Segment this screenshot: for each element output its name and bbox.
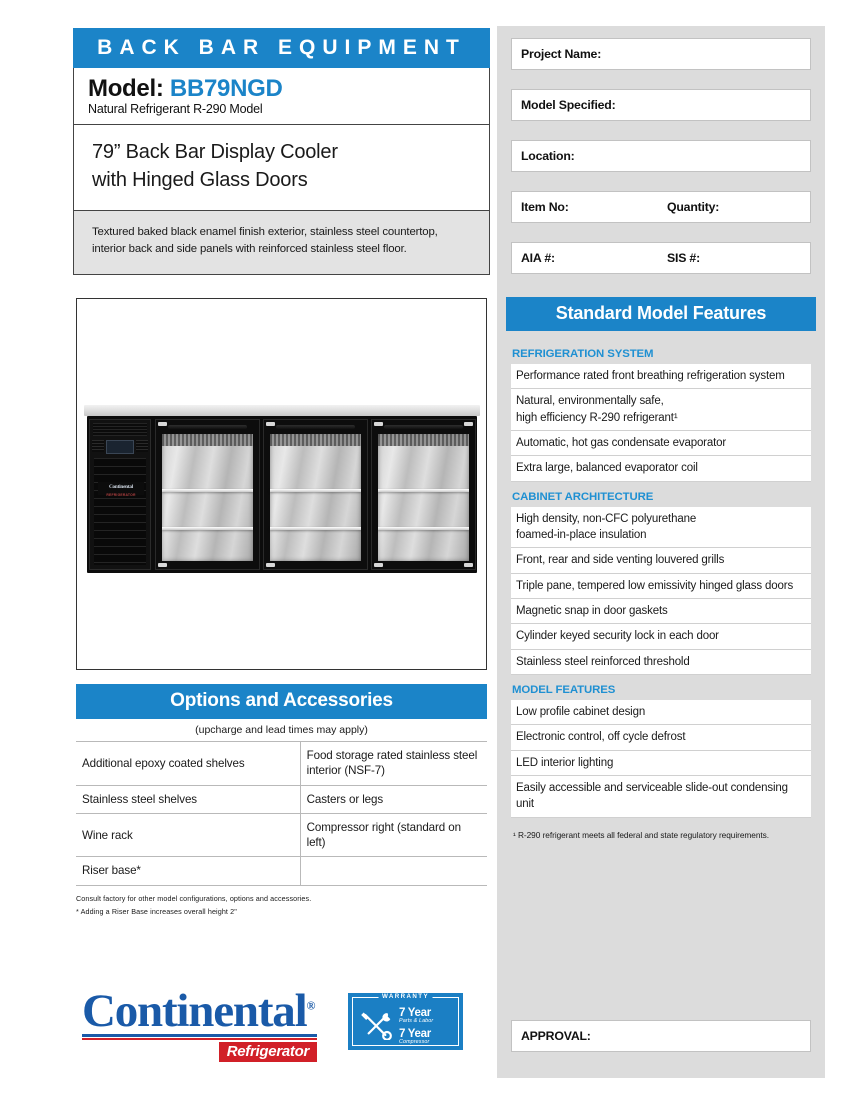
door-glass: [270, 434, 361, 561]
logo-wordmark-text: Continental: [82, 985, 307, 1037]
product-title-box: [73, 125, 490, 211]
top-vent-grill: [93, 423, 147, 436]
feature-item: Cylinder keyed security lock in each door: [511, 624, 811, 649]
shelf: [378, 527, 469, 530]
feature-item: Triple pane, tempered low emissivity hinged glass doors: [511, 574, 811, 599]
door-handle: [384, 425, 463, 429]
shelf: [378, 489, 469, 492]
glass-door-3: [371, 419, 476, 570]
logo-subbrand: Refrigerator: [219, 1042, 317, 1062]
feature-item: Easily accessible and serviceable slide-out condensing unit: [511, 776, 811, 818]
warranty-parts-caption: Parts & Labor: [399, 1018, 434, 1025]
shelf: [270, 527, 361, 530]
feature-item: Electronic control, off cycle defrost: [511, 725, 811, 750]
field-label: AIA #:: [521, 251, 555, 265]
glass-door-2: [263, 419, 368, 570]
options-footnotes: [76, 892, 487, 919]
left-column: [73, 28, 490, 275]
hinge-icon: [158, 563, 167, 567]
hinge-icon: [158, 422, 167, 426]
model-label: Model:: [88, 75, 164, 102]
cabinet-body: [87, 416, 477, 573]
option-cell: Wine rack: [76, 813, 300, 857]
product-title-line-2: with Hinged Glass Doors: [92, 168, 308, 191]
right-panel: [497, 26, 825, 1078]
hinge-icon: [374, 563, 383, 567]
option-cell: Stainless steel shelves: [76, 785, 300, 813]
option-cell: Food storage rated stainless steel interior (NSF-7): [300, 742, 487, 785]
feature-item: Automatic, hot gas condensate evaporator: [511, 431, 811, 456]
feature-item: High density, non-CFC polyurethane foamed-in-place insulation: [511, 507, 811, 549]
feature-item: Natural, environmentally safe, high efficiency R-290 refrigerant¹: [511, 389, 811, 431]
shelf: [162, 489, 253, 492]
page-banner-title: BACK BAR EQUIPMENT: [73, 28, 490, 68]
field-label: Project Name:: [521, 47, 602, 61]
product-photo: [84, 405, 480, 575]
standard-model-features-title: Standard Model Features: [506, 297, 816, 331]
option-cell: Additional epoxy coated shelves: [76, 742, 300, 785]
shelf: [162, 527, 253, 530]
brand-badge-text: Continental: [108, 484, 134, 490]
feature-item: Low profile cabinet design: [511, 700, 811, 725]
model-line: [88, 76, 475, 101]
warranty-compressor-years: 7 Year: [399, 1028, 431, 1040]
door-glass: [378, 434, 469, 561]
product-title-line-1: 79” Back Bar Display Cooler: [92, 141, 338, 164]
field-model-specified[interactable]: [511, 89, 811, 121]
options-footnote-1: Consult factory for other model configurations, options and accessories.: [76, 893, 312, 903]
right-vent-slots: [136, 440, 148, 452]
door-glass: [162, 434, 253, 561]
feature-item: Front, rear and side venting louvered grills: [511, 548, 811, 573]
glass-door-1: [155, 419, 260, 570]
continental-logo: [82, 985, 317, 1060]
options-note: (upcharge and lead times may apply): [76, 719, 487, 742]
hinge-icon: [266, 422, 275, 426]
option-cell: Compressor right (standard on left): [300, 813, 487, 857]
field-location[interactable]: [511, 140, 811, 172]
table-row: [76, 857, 487, 885]
louvered-compressor-panel: [89, 419, 151, 570]
louver-grill: [94, 458, 146, 565]
product-image-frame: [76, 298, 487, 670]
field-label-sis: SIS #:: [667, 251, 700, 265]
warranty-text: [399, 1007, 433, 1049]
hinge-icon: [464, 422, 473, 426]
feature-group-heading-refrigeration: REFRIGERATION SYSTEM: [512, 348, 654, 360]
field-aia-sis[interactable]: [511, 242, 811, 274]
door-handle: [276, 425, 355, 429]
field-approval[interactable]: [511, 1020, 811, 1052]
model-subtitle: Natural Refrigerant R-290 Model: [88, 102, 263, 117]
field-label: Item No:: [521, 200, 569, 214]
logo-rule-red: [82, 1038, 317, 1040]
hinge-icon: [464, 563, 473, 567]
options-title: Options and Accessories: [76, 684, 487, 719]
feature-item: Extra large, balanced evaporator coil: [511, 456, 811, 481]
option-cell: Casters or legs: [300, 785, 487, 813]
features-footnote: ¹ R-290 refrigerant meets all federal and state regulatory requirements.: [513, 829, 770, 840]
model-number: BB79NGD: [169, 75, 283, 102]
hinge-icon: [374, 422, 383, 426]
registered-trademark-icon: ®: [306, 998, 315, 1013]
options-table: [76, 742, 487, 886]
field-label: APPROVAL:: [521, 1029, 591, 1043]
tools-wrench-screwdriver-icon: [360, 1010, 394, 1040]
feature-item: LED interior lighting: [511, 751, 811, 776]
feature-item: Magnetic snap in door gaskets: [511, 599, 811, 624]
product-description-box: [73, 211, 490, 274]
warranty-parts-years: 7 Year: [399, 1007, 431, 1019]
feature-group-heading-model: MODEL FEATURES: [512, 683, 616, 696]
hinge-icon: [266, 563, 275, 567]
product-description: Textured baked black enamel finish exterior, stainless steel countertop, interior back and side panels with reinforced stainless steel floor.: [92, 226, 438, 256]
door-handle: [168, 425, 247, 429]
feature-item: Performance rated front breathing refrigeration system: [511, 364, 811, 389]
options-footnote-2: * Adding a Riser Base increases overall height 2": [76, 907, 237, 917]
field-label: Location:: [521, 149, 575, 163]
shelf: [270, 489, 361, 492]
field-item-no-quantity[interactable]: [511, 191, 811, 223]
options-and-accessories-section: [76, 684, 487, 918]
electronic-control-display: [106, 440, 134, 454]
option-cell: Riser base*: [76, 857, 300, 885]
table-row: [76, 742, 487, 785]
warranty-title: WARRANTY: [378, 993, 433, 1000]
warranty-badge: [348, 993, 463, 1050]
warranty-compressor-caption: Compressor: [399, 1039, 430, 1046]
warranty-badge-frame: [352, 993, 459, 1046]
table-row: [76, 785, 487, 813]
stainless-countertop: [84, 405, 480, 416]
field-label: Model Specified:: [521, 98, 616, 112]
field-label-quantity: Quantity:: [667, 200, 720, 214]
brand-badge-subtext: REFRIGERATOR: [106, 493, 136, 497]
feature-group-heading-cabinet: CABINET ARCHITECTURE: [512, 490, 654, 503]
brand-badge: [98, 482, 144, 495]
left-vent-slots: [92, 440, 104, 452]
option-cell: [300, 857, 487, 885]
features-list: [511, 346, 811, 840]
table-row: [76, 813, 487, 857]
logo-wordmark: [82, 985, 317, 1037]
model-box: [73, 68, 490, 125]
feature-item: Stainless steel reinforced threshold: [511, 650, 811, 675]
field-project-name[interactable]: [511, 38, 811, 70]
